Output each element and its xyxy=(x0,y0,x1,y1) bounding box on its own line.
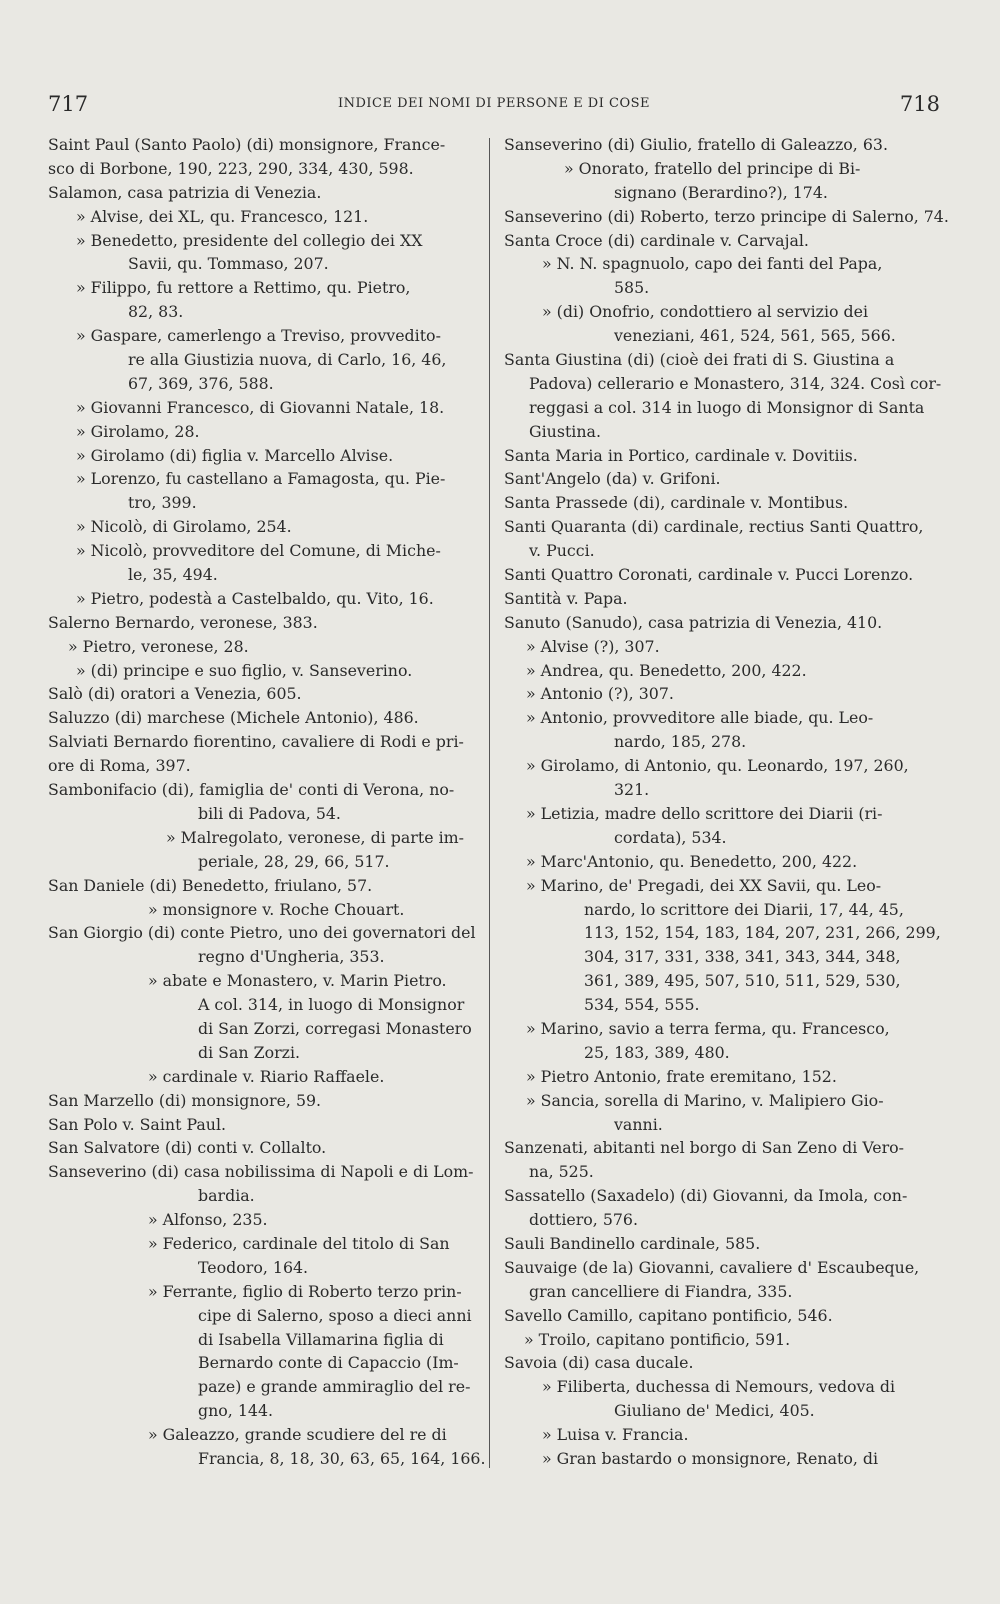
index-line: Sauli Bandinello cardinale, 585. xyxy=(504,1233,761,1253)
index-line: Salerno Bernardo, veronese, 383. xyxy=(48,612,318,632)
index-line: » Luisa v. Francia. xyxy=(542,1425,689,1445)
index-line: 113, 152, 154, 183, 184, 207, 231, 266, 299, xyxy=(584,923,941,943)
index-line: 534, 554, 555. xyxy=(584,995,700,1015)
index-line: Santi Quattro Coronati, cardinale v. Pucci Lorenzo. xyxy=(504,565,914,585)
index-line: dottiero, 576. xyxy=(529,1210,638,1230)
index-line: » Pietro Antonio, frate eremitano, 152. xyxy=(526,1066,837,1086)
index-line: » Malregolato, veronese, di parte im- xyxy=(166,827,464,847)
index-line: » Alvise (?), 307. xyxy=(526,636,660,656)
index-line: Savoia (di) casa ducale. xyxy=(504,1353,694,1373)
index-line: gran cancelliere di Fiandra, 335. xyxy=(529,1281,793,1301)
index-line: » Girolamo, di Antonio, qu. Leonardo, 197, 260, xyxy=(526,756,909,776)
index-line: » Andrea, qu. Benedetto, 200, 422. xyxy=(526,660,807,680)
index-line: di San Zorzi, corregasi Monastero xyxy=(198,1018,472,1038)
index-line: » Nicolò, provveditore del Comune, di Miche- xyxy=(76,541,441,561)
index-line: le, 35, 494. xyxy=(128,565,218,585)
index-line: Giuliano de' Medici, 405. xyxy=(614,1401,815,1421)
index-line: tro, 399. xyxy=(128,493,197,513)
index-line: » (di) Onofrio, condottiero al servizio dei xyxy=(542,302,869,322)
index-line: 304, 317, 331, 338, 341, 343, 344, 348, xyxy=(584,947,901,967)
column-divider xyxy=(489,138,490,1468)
left-column xyxy=(48,133,486,1471)
index-line: » cardinale v. Riario Raffaele. xyxy=(148,1066,385,1086)
index-line: 361, 389, 495, 507, 510, 511, 529, 530, xyxy=(584,971,901,991)
page-number-left: 717 xyxy=(48,92,89,116)
index-line: Savello Camillo, capitano pontificio, 546. xyxy=(504,1305,833,1325)
index-line: Saint Paul (Santo Paolo) (di) monsignore, France- xyxy=(48,135,446,154)
index-line: Sanseverino (di) casa nobilissima di Napoli e di Lom- xyxy=(48,1162,474,1182)
index-line: » Girolamo, 28. xyxy=(76,421,200,441)
index-line: Santa Croce (di) cardinale v. Carvajal. xyxy=(504,230,809,250)
index-line: 585. xyxy=(614,278,650,298)
index-line: Sauvaige (de la) Giovanni, cavaliere d' Escaubeque, xyxy=(504,1257,920,1277)
index-line: » Benedetto, presidente del collegio dei XX xyxy=(76,230,423,250)
index-line: » abate e Monastero, v. Marin Pietro. xyxy=(148,971,447,991)
index-line: 82, 83. xyxy=(128,302,184,322)
index-line: 67, 369, 376, 588. xyxy=(128,373,274,393)
index-line: periale, 28, 29, 66, 517. xyxy=(198,851,390,871)
index-line: cipe di Salerno, sposo a dieci anni xyxy=(198,1305,472,1325)
index-line: » Antonio, provveditore alle biade, qu. Leo- xyxy=(526,708,874,728)
index-line: » (di) principe e suo figlio, v. Sanseverino. xyxy=(76,660,413,680)
index-line: » Sancia, sorella di Marino, v. Malipiero Gio- xyxy=(526,1090,884,1110)
index-line: » Filiberta, duchessa di Nemours, vedova di xyxy=(542,1377,896,1397)
index-line: » Marc'Antonio, qu. Benedetto, 200, 422. xyxy=(526,851,858,871)
index-line: nardo, 185, 278. xyxy=(614,732,747,752)
index-line: » Ferrante, figlio di Roberto terzo prin- xyxy=(148,1281,462,1301)
index-line: 321. xyxy=(614,780,650,800)
index-line: nardo, lo scrittore dei Diarii, 17, 44, 45, xyxy=(584,899,904,919)
index-line: Salò (di) oratori a Venezia, 605. xyxy=(48,684,302,704)
index-line: gno, 144. xyxy=(198,1401,274,1421)
index-line: » Antonio (?), 307. xyxy=(526,684,674,704)
index-line: » Federico, cardinale del titolo di San xyxy=(148,1233,450,1253)
index-line: ore di Roma, 397. xyxy=(48,756,191,776)
index-line: Sanzenati, abitanti nel borgo di San Zeno di Vero- xyxy=(504,1138,905,1158)
index-line: Giustina. xyxy=(529,421,601,441)
index-line: Santa Giustina (di) (cioè dei frati di S. Giustina a xyxy=(504,350,895,370)
index-line: » Galeazzo, grande scudiere del re di xyxy=(148,1425,447,1445)
index-line: Sant'Angelo (da) v. Grifoni. xyxy=(504,469,721,489)
index-line: di San Zorzi. xyxy=(198,1042,301,1062)
index-line: » Onorato, fratello del principe di Bi- xyxy=(564,158,861,178)
index-line: » Nicolò, di Girolamo, 254. xyxy=(76,517,292,537)
right-column xyxy=(504,133,949,1471)
index-line: signano (Berardino?), 174. xyxy=(614,182,828,202)
index-line: di Isabella Villamarina figlia di xyxy=(198,1329,444,1349)
index-line: Saluzzo (di) marchese (Michele Antonio), 486. xyxy=(48,708,419,728)
index-line: bardia. xyxy=(198,1186,255,1206)
page-header xyxy=(48,92,940,118)
index-line: » Troilo, capitano pontificio, 591. xyxy=(524,1329,791,1349)
index-line: » Marino, de' Pregadi, dei XX Savii, qu. Leo- xyxy=(526,875,882,895)
index-line: » Giovanni Francesco, di Giovanni Natale, 18. xyxy=(76,397,445,417)
index-line: Sambonifacio (di), famiglia de' conti di Verona, no- xyxy=(48,780,455,800)
index-line: sco di Borbone, 190, 223, 290, 334, 430, 598. xyxy=(48,158,414,178)
index-line: Sanseverino (di) Giulio, fratello di Galeazzo, 63. xyxy=(504,135,888,154)
index-line: Bernardo conte di Capaccio (Im- xyxy=(198,1353,459,1373)
index-line: na, 525. xyxy=(529,1162,594,1182)
index-line: 25, 183, 389, 480. xyxy=(584,1042,730,1062)
index-line: regno d'Ungheria, 353. xyxy=(198,947,385,967)
index-line: Santità v. Papa. xyxy=(504,588,628,608)
index-line: San Salvatore (di) conti v. Collalto. xyxy=(48,1138,327,1158)
index-line: Sanuto (Sanudo), casa patrizia di Venezia, 410. xyxy=(504,612,883,632)
index-line: Sassatello (Saxadelo) (di) Giovanni, da Imola, con- xyxy=(504,1186,908,1206)
index-line: veneziani, 461, 524, 561, 565, 566. xyxy=(614,326,896,346)
running-title: INDICE DEI NOMI DI PERSONE E DI COSE xyxy=(337,96,651,111)
index-line: Padova) cellerario e Monastero, 314, 324. Così cor- xyxy=(529,373,942,393)
index-line: » N. N. spagnuolo, capo dei fanti del Papa, xyxy=(542,254,883,274)
index-line: San Giorgio (di) conte Pietro, uno dei governatori del xyxy=(48,923,476,943)
index-line: » Marino, savio a terra ferma, qu. Francesco, xyxy=(526,1018,890,1038)
index-line: v. Pucci. xyxy=(529,541,595,561)
index-line: vanni. xyxy=(614,1114,663,1134)
index-line: » Filippo, fu rettore a Rettimo, qu. Pietro, xyxy=(76,278,411,298)
index-line: Salamon, casa patrizia di Venezia. xyxy=(48,182,322,202)
index-line: » monsignore v. Roche Chouart. xyxy=(148,899,405,919)
index-line: Sanseverino (di) Roberto, terzo principe di Salerno, 74. xyxy=(504,206,949,226)
index-line: Savii, qu. Tommaso, 207. xyxy=(128,254,329,274)
index-line: paze) e grande ammiraglio del re- xyxy=(198,1377,471,1397)
index-line: Teodoro, 164. xyxy=(198,1257,309,1277)
index-line: » Girolamo (di) figlia v. Marcello Alvise. xyxy=(76,445,394,465)
index-line: Santa Maria in Portico, cardinale v. Dovitiis. xyxy=(504,445,858,465)
index-line: Santi Quaranta (di) cardinale, rectius Santi Quattro, xyxy=(504,517,924,537)
index-line: » Lorenzo, fu castellano a Famagosta, qu. Pie- xyxy=(76,469,446,489)
index-line: » Pietro, podestà a Castelbaldo, qu. Vito, 16. xyxy=(76,588,434,608)
index-line: cordata), 534. xyxy=(614,827,727,847)
index-line: San Marzello (di) monsignore, 59. xyxy=(48,1090,322,1110)
index-line: reggasi a col. 314 in luogo di Monsignor di Santa xyxy=(529,397,925,417)
index-line: San Polo v. Saint Paul. xyxy=(48,1114,227,1134)
index-line: Salviati Bernardo fiorentino, cavaliere di Rodi e pri- xyxy=(48,732,464,752)
index-line: bili di Padova, 54. xyxy=(198,803,341,823)
index-line: » Gaspare, camerlengo a Treviso, provvedito- xyxy=(76,326,441,346)
index-line: » Letizia, madre dello scrittore dei Diarii (ri- xyxy=(526,803,883,823)
index-line: Francia, 8, 18, 30, 63, 65, 164, 166. xyxy=(198,1448,486,1468)
index-line: re alla Giustizia nuova, di Carlo, 16, 46, xyxy=(128,350,447,370)
index-line: » Pietro, veronese, 28. xyxy=(68,636,249,656)
index-line: Santa Prassede (di), cardinale v. Montibus. xyxy=(504,493,849,513)
page-number-right: 718 xyxy=(899,92,940,116)
index-line: » Alvise, dei XL, qu. Francesco, 121. xyxy=(76,206,369,226)
index-line: A col. 314, in luogo di Monsignor xyxy=(198,995,465,1015)
index-line: San Daniele (di) Benedetto, friulano, 57. xyxy=(48,875,373,895)
index-line: » Alfonso, 235. xyxy=(148,1210,268,1230)
index-line: » Gran bastardo o monsignore, Renato, di xyxy=(542,1448,879,1468)
